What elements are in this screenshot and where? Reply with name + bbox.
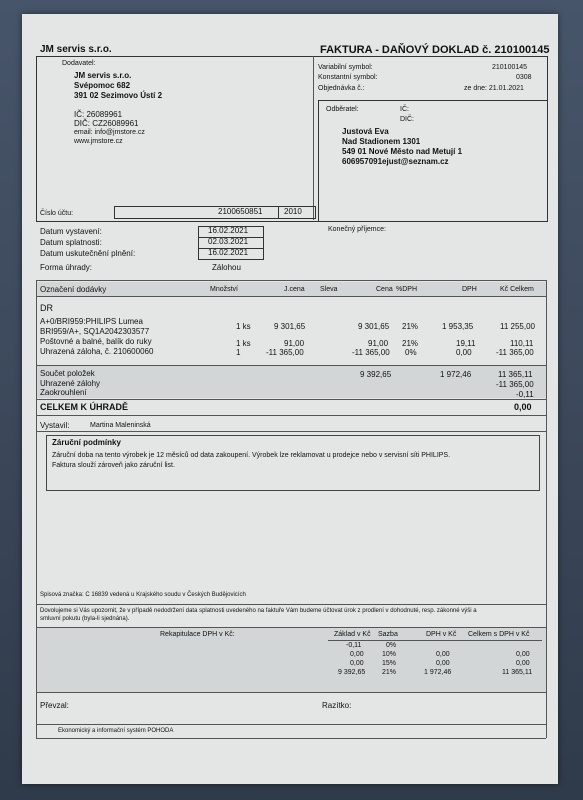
vat-row: 9 392,65: [338, 669, 366, 676]
account-label: Číslo účtu:: [40, 210, 74, 217]
issued-date: 16.02.2021: [208, 226, 249, 235]
seller-header-name: JM servis s.r.o.: [40, 44, 112, 55]
seller-name: JM servis s.r.o.: [74, 71, 132, 80]
seller-web: www.jmstore.cz: [74, 138, 123, 145]
bank-code: 2010: [284, 207, 302, 216]
buyer-street: Nad Stadionem 1301: [342, 137, 421, 146]
issuer-label: Vystavil:: [40, 421, 70, 430]
order-date: ze dne: 21.01.2021: [464, 85, 524, 92]
rounding-label: Zaokrouhlení: [40, 388, 87, 397]
seller-label: Dodavatel:: [62, 60, 96, 67]
constant-symbol-value: 0308: [516, 74, 532, 81]
sum-price: 9 392,65: [360, 370, 392, 379]
col-price: Cena: [376, 286, 393, 293]
vat-summary-title: Rekapitulace DPH v Kč:: [160, 631, 235, 638]
vat-col-rate: Sazba: [378, 631, 398, 638]
col-unit-price: J.cena: [284, 286, 305, 293]
late-payment-note-2: smluvní pokutu (byla-li sjednána).: [40, 616, 130, 622]
col-total: Kč Celkem: [500, 286, 534, 293]
vat-col-total: Celkem s DPH v Kč: [468, 631, 530, 638]
received-label: Převzal:: [40, 701, 69, 710]
taxable-label: Datum uskutečnění plnění:: [40, 249, 136, 258]
due-label: Datum splatnosti:: [40, 238, 102, 247]
payment-label: Forma úhrady:: [40, 263, 93, 272]
invoice-title: FAKTURA - DAŇOVÝ DOKLAD č. 210100145: [320, 44, 550, 56]
deposit-label: Uhrazené zálohy: [40, 379, 101, 388]
vat-row: 0,00: [350, 660, 364, 667]
sum-label: Součet položek: [40, 369, 95, 378]
stamp-label: Razítko:: [322, 701, 352, 710]
warranty-text-1: Záruční doba na tento výrobek je 12 měsíců od data zakoupení. Výrobek lze reklamovat u prodejce nebo v servisní síti PHILIPS.: [52, 452, 451, 459]
rounding-value: -0,11: [516, 390, 534, 399]
software-note: Ekonomický a informační systém POHODA: [58, 728, 174, 734]
seller-email: email: info@jmstore.cz: [74, 129, 145, 136]
due-date: 02.03.2021: [208, 237, 249, 246]
item-group: DR: [40, 303, 53, 313]
warranty-title: Záruční podmínky: [52, 438, 121, 447]
seller-city: 391 02 Sezimovo Ústí 2: [74, 91, 163, 100]
seller-street: Svépomoc 682: [74, 81, 131, 90]
warranty-text-2: Faktura slouží zároveň jako záruční list.: [52, 462, 175, 469]
invoice-page: JM servis s.r.o. FAKTURA - DAŇOVÝ DOKLAD č. 210100145 Dodavatel: JM servis s.r.o. Svépomoc 682 391 02 Sezimovo Ústí 2 IČ: 26089961 DIČ: CZ26089961 email: info@jmstore.cz www.jmstore.cz Variabilní symbol: 210100145 Konstantní symbol: 0308 Objednávka č.: ze dne: 21.01.2021 Odběratel: IČ: DIČ: Justová Eva Nad Stadionem 1301 549 01 Nové Město nad Metují 1 606957091ejust@seznam.cz Číslo účtu: 2100650851 2010 Datum vystavení: 16.02.2021 Datum splatnosti: 02.03.2021 Datum uskutečnění plnění: 16.02.2021 Forma úhrady: Zálohou Konečný příjemce: Označení dodávky Množství J.cena Sleva Cena %DPH DPH Kč Celkem DR A+0/BRI959:PHILIPS Lumea BRI959/A+, SQ1A2042303577 1 ks 9 301,65 9 301,65 21% 1 953,35 11 255,00 Poštovné a balné, balík do ruky 1 ks 91,00 91,00 21% 19,11 110,11 Uhrazená záloha, č. 210600060 1 -11 365,00 -11 365,00 0% 0,00 -11 365,00 Součet položek 9 392,65 1 972,46 11 365,11 Uhrazené zálohy -11 365,00 Zaokrouhlení -0,11 CELKEM K ÚHRADĚ 0,00 Vystavil: Martina Maleninská Záruční podmínky Záruční doba na tento výrobek je 12 měsíců od data zakoupení. Výrobek lze reklamovat u prodejce nebo v servisní síti PHILIPS. Faktura slouží zároveň jako záruční list. Spisová značka: C 16839 vedená u Krajského soudu v Českých Budějovicích Dovolujeme si Vás upozornit, že v případě nedodržení data splatnosti uvedeného na faktuře Vám budeme účtovat úrok z prodlení v dohodnuté, resp. zákonné výši a smluvní pokutu (byla-li sjednána). Rekapitulace DPH v Kč: Základ v Kč Sazba DPH v Kč Celkem s DPH v Kč -0,11 0% 0,00 10% 0,00 0,00 0,00 15% 0,00 0,00 9 392,65 21% 1 972,46 11 365,11 Převzal: Razítko: Ekonomický a informační systém POHODA: [22, 14, 558, 784]
buyer-city: 549 01 Nové Město nad Metují 1: [342, 147, 463, 156]
buyer-ic-label: IČ:: [400, 106, 409, 113]
registration-note: Spisová značka: C 16839 vedená u Krajského soudu v Českých Budějovicích: [40, 592, 246, 598]
vat-col-base: Základ v Kč: [334, 631, 371, 638]
buyer-name: Justová Eva: [342, 127, 389, 136]
table-row-cont: BRI959/A+, SQ1A2042303577: [40, 327, 150, 336]
sum-vat: 1 972,46: [440, 370, 472, 379]
variable-symbol-label: Variabilní symbol:: [318, 64, 373, 71]
sum-total: 11 365,11: [498, 370, 533, 379]
account-number: 2100650851: [218, 207, 263, 216]
constant-symbol-label: Konstantní symbol:: [318, 74, 378, 81]
issued-label: Datum vystavení:: [40, 227, 102, 236]
col-discount: Sleva: [320, 286, 338, 293]
payment-method: Zálohou: [212, 263, 241, 272]
table-row: Poštovné a balné, balík do ruky: [40, 337, 152, 346]
late-payment-note-1: Dovolujeme si Vás upozornit, že v případě nedodržení data splatnosti uvedeného na faktuře Vám budeme účtovat úrok z prodlení v dohodnuté, resp. zákonné výši a: [40, 608, 477, 614]
buyer-contact: 606957091ejust@seznam.cz: [342, 157, 449, 166]
issuer-name: Martina Maleninská: [90, 422, 151, 429]
taxable-date: 16.02.2021: [208, 248, 249, 257]
col-qty: Množství: [210, 286, 239, 293]
amount-due-value: 0,00: [514, 402, 532, 412]
seller-ic: IČ: 26089961: [74, 110, 123, 119]
final-recipient-label: Konečný příjemce:: [328, 226, 386, 233]
variable-symbol-value: 210100145: [492, 64, 528, 71]
table-row: A+0/BRI959:PHILIPS Lumea: [40, 317, 143, 326]
buyer-dic-label: DIČ:: [400, 116, 414, 123]
buyer-label: Odběratel:: [326, 106, 359, 113]
vat-col-vat: DPH v Kč: [426, 631, 457, 638]
col-item: Označení dodávky: [40, 285, 107, 294]
table-row: Uhrazená záloha, č. 210600060: [40, 347, 154, 356]
order-label: Objednávka č.:: [318, 85, 365, 92]
seller-dic: DIČ: CZ26089961: [74, 119, 139, 128]
col-vat: DPH: [462, 286, 477, 293]
amount-due-label: CELKEM K ÚHRADĚ: [40, 402, 129, 412]
deposit-value: -11 365,00: [496, 380, 534, 389]
col-vat-rate: %DPH: [396, 286, 418, 293]
vat-row: -0,11: [346, 642, 362, 649]
vat-row: 0,00: [350, 651, 364, 658]
